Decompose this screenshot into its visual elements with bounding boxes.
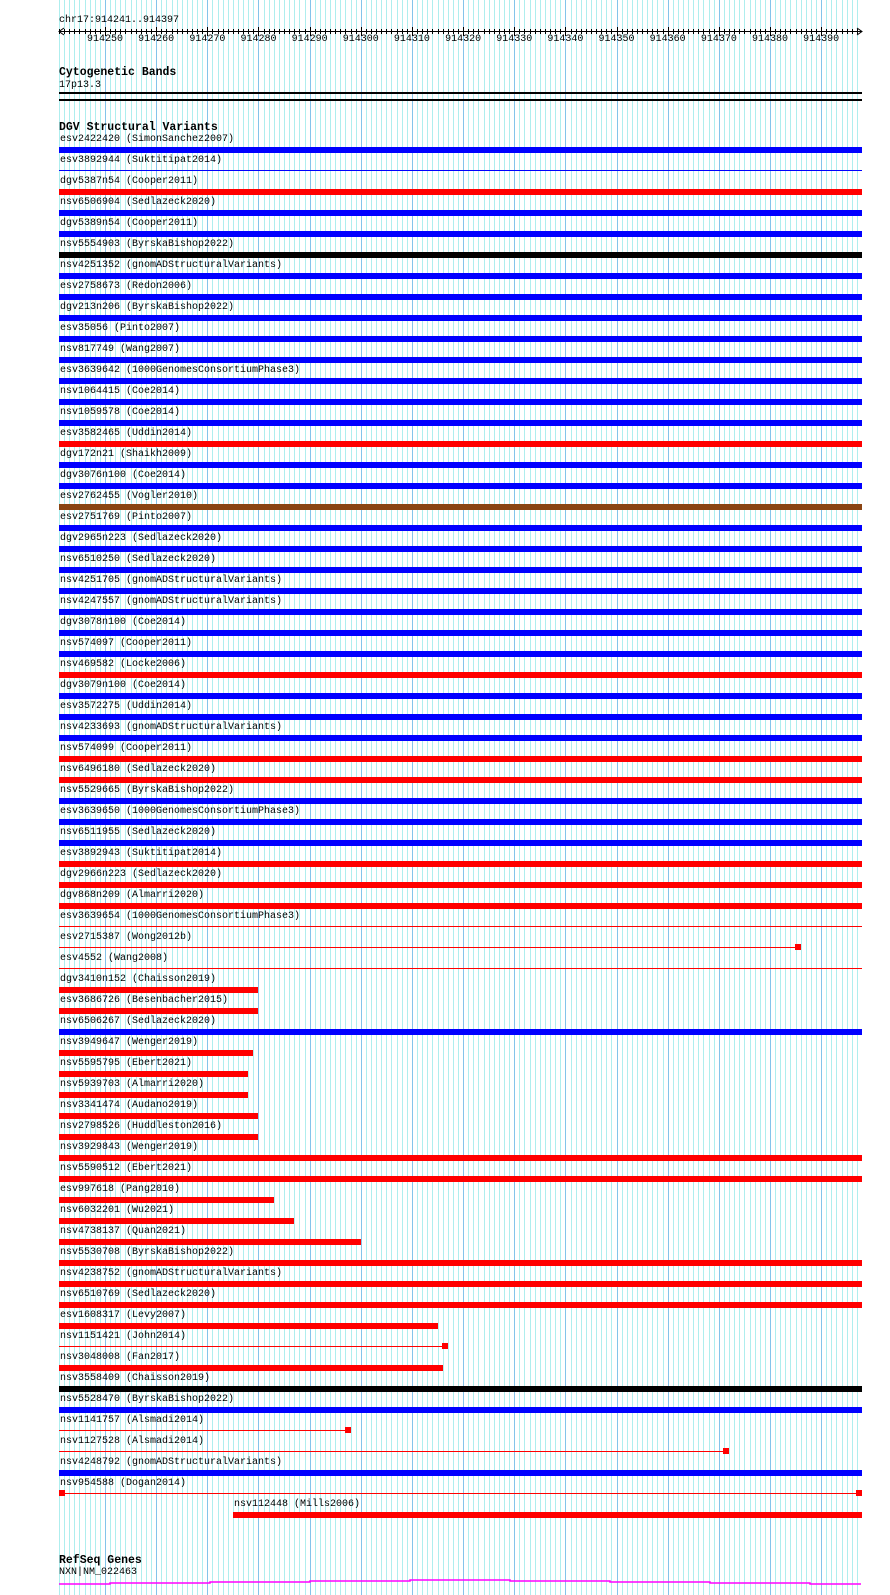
sv-feature-bar[interactable] xyxy=(59,210,862,216)
sv-feature-line[interactable] xyxy=(59,1451,729,1452)
sv-feature-bar[interactable] xyxy=(59,273,862,279)
sv-feature-end-box[interactable] xyxy=(442,1343,448,1349)
sv-feature-bar[interactable] xyxy=(59,882,862,888)
sv-feature-label: esv35056 (Pinto2007) xyxy=(60,323,181,334)
sv-feature-line[interactable] xyxy=(59,1346,448,1347)
sv-feature-label: dgv868n209 (Almarri2020) xyxy=(60,890,205,901)
sv-feature-bar[interactable] xyxy=(59,609,862,615)
sv-feature-bar[interactable] xyxy=(59,315,862,321)
sv-feature-label: esv4552 (Wang2008) xyxy=(60,953,169,964)
sv-feature-bar[interactable] xyxy=(59,294,862,300)
sv-feature-end-box[interactable] xyxy=(723,1448,729,1454)
sv-feature-bar[interactable] xyxy=(59,798,862,804)
sv-feature-bar[interactable] xyxy=(59,735,862,741)
sv-feature-label: nsv3949647 (Wenger2019) xyxy=(60,1037,199,1048)
sv-feature-bar[interactable] xyxy=(59,588,862,594)
sv-feature-label: nsv954588 (Dogan2014) xyxy=(60,1478,187,1489)
gene-feature-nxn[interactable] xyxy=(0,1576,890,1588)
sv-feature-label: esv997618 (Pang2010) xyxy=(60,1184,181,1195)
sv-feature-label: esv3892944 (Suktitipat2014) xyxy=(60,155,223,166)
sv-feature-label: nsv469582 (Locke2006) xyxy=(60,659,187,670)
sv-feature-bar[interactable] xyxy=(59,441,862,447)
sv-feature-bar[interactable] xyxy=(59,1281,862,1287)
sv-feature-label: nsv5595795 (Ebert2021) xyxy=(60,1058,193,1069)
ruler-tick-label: 914380 xyxy=(751,34,788,45)
sv-feature-label: nsv4251352 (gnomADStructuralVariants) xyxy=(60,260,283,271)
sv-feature-label: esv1608317 (Levy2007) xyxy=(60,1310,187,1321)
sv-feature-label: dgv2966n223 (Sedlazeck2020) xyxy=(60,869,223,880)
sv-feature-bar[interactable] xyxy=(59,483,862,489)
sv-feature-label: nsv5529665 (ByrskaBishop2022) xyxy=(60,785,235,796)
ruler-tick-label: 914350 xyxy=(598,34,635,45)
sv-feature-line[interactable] xyxy=(59,1430,351,1431)
sv-feature-label: nsv1127528 (Alsmadi2014) xyxy=(60,1436,205,1447)
sv-feature-bar[interactable] xyxy=(59,1239,361,1245)
sv-feature-bar[interactable] xyxy=(59,1407,862,1413)
sv-feature-label: nsv574097 (Cooper2011) xyxy=(60,638,193,649)
ruler-tick-label: 914250 xyxy=(87,34,124,45)
sv-feature-bar[interactable] xyxy=(59,525,862,531)
sv-feature-label: dgv3076n100 (Coe2014) xyxy=(60,470,187,481)
sv-feature-bar[interactable] xyxy=(59,1008,258,1014)
sv-feature-bar[interactable] xyxy=(59,189,862,195)
sv-feature-label: dgv3410n152 (Chaisson2019) xyxy=(60,974,217,985)
sv-feature-label: nsv6510769 (Sedlazeck2020) xyxy=(60,1289,217,1300)
sv-feature-label: dgv172n21 (Shaikh2009) xyxy=(60,449,193,460)
sv-feature-label: dgv213n206 (ByrskaBishop2022) xyxy=(60,302,235,313)
sv-feature-bar[interactable] xyxy=(59,1323,438,1329)
sv-feature-bar[interactable] xyxy=(59,840,862,846)
ruler-tick-label: 914370 xyxy=(700,34,737,45)
sv-feature-label: nsv1059578 (Coe2014) xyxy=(60,407,181,418)
sv-feature-bar[interactable] xyxy=(59,231,862,237)
sv-feature-bar[interactable] xyxy=(59,336,862,342)
sv-feature-label: nsv4738137 (Quan2021) xyxy=(60,1226,187,1237)
sv-feature-bar[interactable] xyxy=(59,1386,862,1392)
sv-feature-bar[interactable] xyxy=(59,756,862,762)
sv-feature-label: nsv6506904 (Sedlazeck2020) xyxy=(60,197,217,208)
ruler-tick-label: 914290 xyxy=(291,34,328,45)
sv-feature-label: nsv3929843 (Wenger2019) xyxy=(60,1142,199,1153)
sv-feature-end-box[interactable] xyxy=(59,1490,65,1496)
sv-feature-end-box[interactable] xyxy=(795,944,801,950)
cytoband-label: 17p13.3 xyxy=(59,80,102,91)
sv-feature-bar[interactable] xyxy=(59,399,862,405)
sv-feature-bar[interactable] xyxy=(59,1071,248,1077)
sv-feature-label: esv2422420 (SimonSanchez2007) xyxy=(60,134,235,145)
sv-feature-label: nsv4238752 (gnomADStructuralVariants) xyxy=(60,1268,283,1279)
sv-feature-line[interactable] xyxy=(59,926,862,927)
sv-feature-label: esv2762455 (Vogler2010) xyxy=(60,491,199,502)
sv-feature-label: esv3639642 (1000GenomesConsortiumPhase3) xyxy=(60,365,301,376)
sv-feature-bar[interactable] xyxy=(59,693,862,699)
sv-feature-bar[interactable] xyxy=(59,252,862,258)
sv-feature-label: nsv4233693 (gnomADStructuralVariants) xyxy=(60,722,283,733)
sv-feature-label: dgv3079n100 (Coe2014) xyxy=(60,680,187,691)
ruler-tick-label: 914260 xyxy=(138,34,175,45)
sv-feature-bar[interactable] xyxy=(59,546,862,552)
sv-feature-label: nsv2798526 (Huddleston2016) xyxy=(60,1121,223,1132)
sv-feature-label: nsv4251705 (gnomADStructuralVariants) xyxy=(60,575,283,586)
sv-feature-label: nsv5530708 (ByrskaBishop2022) xyxy=(60,1247,235,1258)
sv-feature-bar[interactable] xyxy=(59,903,862,909)
sv-feature-line[interactable] xyxy=(59,170,862,171)
sv-feature-bar[interactable] xyxy=(59,357,862,363)
sv-feature-label: dgv5387n54 (Cooper2011) xyxy=(60,176,199,187)
location-label: chr17:914241..914397 xyxy=(59,15,180,26)
sv-feature-label: nsv6496180 (Sedlazeck2020) xyxy=(60,764,217,775)
sv-feature-label: dgv2965n223 (Sedlazeck2020) xyxy=(60,533,223,544)
sv-feature-label: nsv5939703 (Almarri2020) xyxy=(60,1079,205,1090)
sv-feature-bar[interactable] xyxy=(59,378,862,384)
sv-feature-label: nsv574099 (Cooper2011) xyxy=(60,743,193,754)
refseq-track-title: RefSeq Genes xyxy=(59,1554,142,1567)
sv-feature-line[interactable] xyxy=(59,968,862,969)
sv-feature-line[interactable] xyxy=(59,1493,862,1494)
sv-feature-bar[interactable] xyxy=(59,987,258,993)
sv-feature-label: esv3639654 (1000GenomesConsortiumPhase3) xyxy=(60,911,301,922)
sv-feature-label: esv3582465 (Uddin2014) xyxy=(60,428,193,439)
sv-feature-label: nsv3558409 (Chaisson2019) xyxy=(60,1373,211,1384)
ruler-tick-label: 914270 xyxy=(189,34,226,45)
sv-feature-label: nsv6506267 (Sedlazeck2020) xyxy=(60,1016,217,1027)
sv-feature-bar[interactable] xyxy=(59,1365,443,1371)
sv-feature-bar[interactable] xyxy=(59,1260,862,1266)
cytoband-bottom-edge xyxy=(59,99,862,101)
sv-feature-label: esv3686726 (Besenbacher2015) xyxy=(60,995,229,1006)
ruler-tick-label: 914340 xyxy=(547,34,584,45)
sv-feature-label: nsv4248792 (gnomADStructuralVariants) xyxy=(60,1457,283,1468)
sv-feature-label: dgv5389n54 (Cooper2011) xyxy=(60,218,199,229)
sv-feature-bar[interactable] xyxy=(59,777,862,783)
sv-feature-bar[interactable] xyxy=(233,1512,862,1518)
sv-feature-bar[interactable] xyxy=(59,861,862,867)
sv-feature-bar[interactable] xyxy=(59,420,862,426)
sv-feature-label: nsv5554903 (ByrskaBishop2022) xyxy=(60,239,235,250)
sv-feature-label: nsv5528470 (ByrskaBishop2022) xyxy=(60,1394,235,1405)
sv-feature-end-box[interactable] xyxy=(345,1427,351,1433)
sv-feature-bar[interactable] xyxy=(59,1218,294,1224)
sv-feature-line[interactable] xyxy=(59,947,801,948)
sv-feature-bar[interactable] xyxy=(59,714,862,720)
sv-feature-bar[interactable] xyxy=(59,1113,258,1119)
sv-feature-label: nsv1141757 (Alsmadi2014) xyxy=(60,1415,205,1426)
dgv-track-title: DGV Structural Variants xyxy=(59,121,218,134)
sv-feature-label: esv2715387 (Wong2012b) xyxy=(60,932,193,943)
ruler-tick-label: 914320 xyxy=(445,34,482,45)
sv-feature-label: esv3572275 (Uddin2014) xyxy=(60,701,193,712)
sv-feature-label: esv3639650 (1000GenomesConsortiumPhase3) xyxy=(60,806,301,817)
sv-feature-label: nsv3341474 (Audano2019) xyxy=(60,1100,199,1111)
sv-feature-label: esv3892943 (Suktitipat2014) xyxy=(60,848,223,859)
ruler-tick-label: 914310 xyxy=(393,34,430,45)
ruler-tick-label: 914330 xyxy=(496,34,533,45)
cytoband-top-edge xyxy=(59,92,862,94)
sv-feature-label: nsv1064415 (Coe2014) xyxy=(60,386,181,397)
sv-feature-label: nsv3048008 (Fan2017) xyxy=(60,1352,181,1363)
sv-feature-bar[interactable] xyxy=(59,1470,862,1476)
sv-feature-label: esv2758673 (Redon2006) xyxy=(60,281,193,292)
sv-feature-label: dgv3078n100 (Coe2014) xyxy=(60,617,187,628)
sv-feature-label: nsv4247557 (gnomADStructuralVariants) xyxy=(60,596,283,607)
sv-feature-bar[interactable] xyxy=(59,462,862,468)
sv-feature-label: nsv817749 (Wang2007) xyxy=(60,344,181,355)
ruler-tick-label: 914280 xyxy=(240,34,277,45)
sv-feature-bar[interactable] xyxy=(59,672,862,678)
ruler-tick-label: 914360 xyxy=(649,34,686,45)
sv-feature-bar[interactable] xyxy=(59,819,862,825)
sv-feature-bar[interactable] xyxy=(59,1134,258,1140)
sv-feature-end-box[interactable] xyxy=(856,1490,862,1496)
sv-feature-label: nsv112448 (Mills2006) xyxy=(234,1499,361,1510)
sv-feature-bar[interactable] xyxy=(59,504,862,510)
cytoband-track-title: Cytogenetic Bands xyxy=(59,66,177,79)
sv-feature-bar[interactable] xyxy=(59,567,862,573)
sv-feature-bar[interactable] xyxy=(59,1092,248,1098)
sv-feature-bar[interactable] xyxy=(59,1176,862,1182)
sv-feature-bar[interactable] xyxy=(59,630,862,636)
sv-feature-bar[interactable] xyxy=(59,147,862,153)
gene-label: NXN|NM_022463 xyxy=(59,1567,138,1578)
sv-feature-label: nsv1151421 (John2014) xyxy=(60,1331,187,1342)
sv-feature-bar[interactable] xyxy=(59,1155,862,1161)
sv-feature-label: esv2751769 (Pinto2007) xyxy=(60,512,193,523)
sv-feature-label: nsv5590512 (Ebert2021) xyxy=(60,1163,193,1174)
sv-feature-label: nsv6032201 (Wu2021) xyxy=(60,1205,175,1216)
ruler-tick-label: 914390 xyxy=(803,34,840,45)
sv-feature-bar[interactable] xyxy=(59,1029,862,1035)
ruler-tick-label: 914300 xyxy=(342,34,379,45)
sv-feature-bar[interactable] xyxy=(59,1302,862,1308)
sv-feature-bar[interactable] xyxy=(59,1197,274,1203)
sv-feature-bar[interactable] xyxy=(59,651,862,657)
sv-feature-bar[interactable] xyxy=(59,1050,253,1056)
sv-feature-label: nsv6511955 (Sedlazeck2020) xyxy=(60,827,217,838)
sv-feature-label: nsv6510250 (Sedlazeck2020) xyxy=(60,554,217,565)
